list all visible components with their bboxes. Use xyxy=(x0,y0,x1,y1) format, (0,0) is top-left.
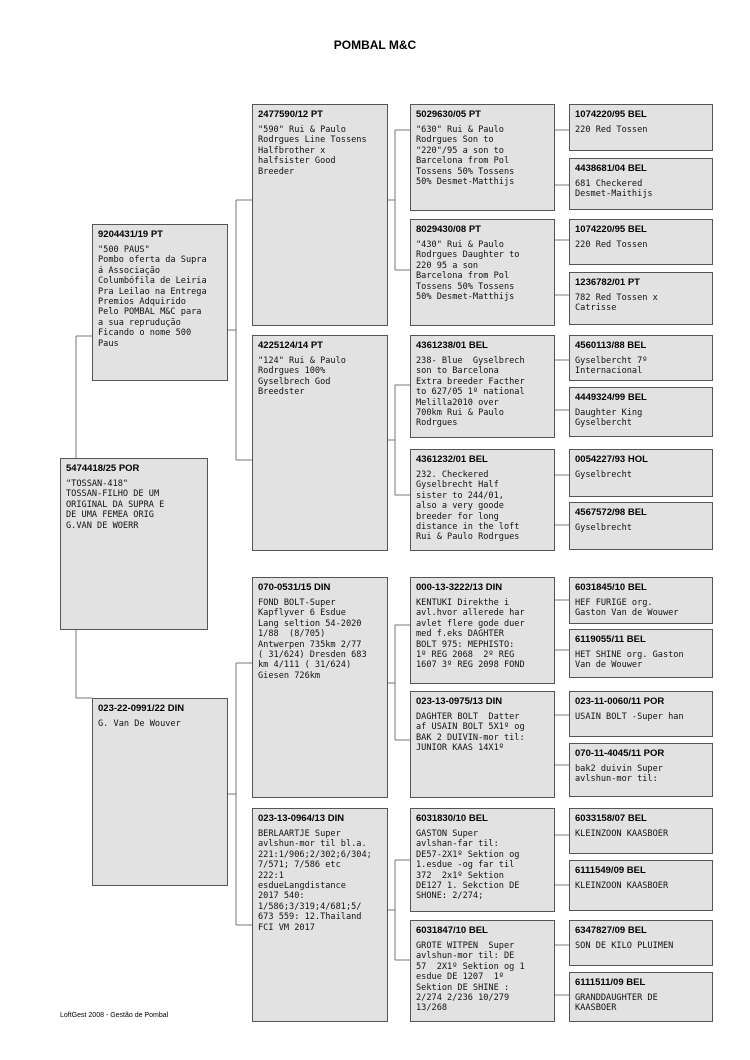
pedigree-box-subject[interactable] xyxy=(60,458,208,630)
pigeon-description: 220 Red Tossen xyxy=(575,240,648,250)
ring-number: 070-0531/15 DIN xyxy=(258,582,331,593)
ring-number: 023-22-0991/22 DIN xyxy=(98,703,185,714)
ring-number: 4361232/01 BEL xyxy=(416,454,488,465)
ring-number: 1074220/95 BEL xyxy=(575,224,647,235)
ring-number: 6031847/10 BEL xyxy=(416,925,488,936)
pedigree-box-g4-3[interactable] xyxy=(569,219,713,265)
pigeon-description: 220 Red Tossen xyxy=(575,125,648,135)
pigeon-description: G. Van De Wouver xyxy=(98,719,181,729)
ring-number: 6031830/10 BEL xyxy=(416,813,488,824)
ring-number: 0054227/93 HOL xyxy=(575,454,648,465)
ring-number: 6111511/09 BEL xyxy=(575,977,646,988)
pedigree-box-g4-11[interactable] xyxy=(569,691,713,737)
pigeon-description: 681 Checkered Desmet-Maithijs xyxy=(575,179,653,200)
pigeon-description: Gyselbrecht xyxy=(575,523,632,533)
ring-number: 5474418/25 POR xyxy=(66,463,140,474)
pigeon-description: "590" Rui & Paulo Rodrgues Line Tossens Halfbrother x halfsister Good Breeder xyxy=(258,125,367,177)
ring-number: 5029630/05 PT xyxy=(416,109,481,120)
pigeon-description: 782 Red Tossen x Catrisse xyxy=(575,293,658,314)
pedigree-box-g4-9[interactable] xyxy=(569,577,713,624)
pedigree-box-g4-1[interactable] xyxy=(569,104,713,151)
pigeon-description: GRANDDAUGHTER DE KAASBOER xyxy=(575,993,658,1014)
ring-number: 9204431/19 PT xyxy=(98,229,163,240)
pedigree-box-g4-13[interactable] xyxy=(569,808,713,854)
ring-number: 4438681/04 BEL xyxy=(575,163,647,174)
pigeon-description: KLEINZOON KAASBOER xyxy=(575,829,669,839)
pedigree-box-g4-7[interactable] xyxy=(569,449,713,497)
ring-number: 1074220/95 BEL xyxy=(575,109,647,120)
pigeon-description: 238- Blue Gyselbrech son to Barcelona Extra breeder Facther to 627/05 1º national Melilla2010 over 700km Rui & Paulo Rodrgues xyxy=(416,356,525,429)
pedigree-box-sdd[interactable] xyxy=(410,449,555,551)
pedigree-box-g4-16[interactable] xyxy=(569,972,713,1022)
ring-number: 8029430/08 PT xyxy=(416,224,481,235)
pigeon-description: HET SHINE org. Gaston Van de Wouwer xyxy=(575,650,684,671)
ring-number: 023-13-0964/13 DIN xyxy=(258,813,345,824)
pigeon-description: bak2 duivin Super avlshun-mor til: xyxy=(575,764,663,785)
pedigree-box-sd[interactable] xyxy=(252,335,388,551)
pigeon-description: "500 PAUS" Pombo oferta da Supra á Associação Columbófila de Leiria Pra Leilao na Entrega Premios Adquirido Pelo POMBAL M&C para a sua reprudução Ficando o nome 500 Paus xyxy=(98,245,207,349)
pedigree-box-ddd[interactable] xyxy=(410,920,555,1022)
ring-number: 4225124/14 PT xyxy=(258,340,323,351)
pigeon-description: BERLAARTJE Super avlshun-mor til bl.a. 221:1/906;2/302;6/304; 7/571; 7/586 etc 222:1 esdueLangdistance 2017 540: 1/586;3/319;4/681;5/ 673 559: 12.Thailand FCI VM 2017 xyxy=(258,829,372,933)
pigeon-description: "430" Rui & Paulo Rodrgues Daughter to 220 95 a son Barcelona from Pol Tossens 50% Tossens 50% Desmet-Matthijs xyxy=(416,240,520,303)
pedigree-box-sds[interactable] xyxy=(410,335,555,438)
ring-number: 4560113/88 BEL xyxy=(575,340,647,351)
pedigree-box-g4-6[interactable] xyxy=(569,387,713,437)
pigeon-description: "TOSSAN-418" TOSSAN-FILHO DE UM ORIGINAL DA SUPRA E DE UMA FEMEA ORIG G.VAN DE WOERR xyxy=(66,479,165,531)
pigeon-description: KENTUKI Direkthe i avl.hvor allerede har avlet flere gode duer med f.eks DAGHTER BOLT 975: MEPHISTO: 1º REG 2068 2º REG 1607 3º REG 2098 FOND xyxy=(416,598,525,671)
ring-number: 4361238/01 BEL xyxy=(416,340,488,351)
ring-number: 6033158/07 BEL xyxy=(575,813,647,824)
pigeon-description: "124" Rui & Paulo Rodrgues 100% Gyselbrech God Breedster xyxy=(258,356,346,398)
pedigree-box-g4-14[interactable] xyxy=(569,860,713,911)
pedigree-box-sire[interactable] xyxy=(92,224,228,381)
footer-text: LoftGest 2008 - Gestão de Pombal xyxy=(60,1012,169,1019)
pigeon-description: Daughter King Gyselbercht xyxy=(575,408,643,429)
ring-number: 023-11-0060/11 POR xyxy=(575,696,665,707)
pigeon-description: "630" Rui & Paulo Rodrgues Son to "220"/95 a son to Barcelona from Pol Tossens 50% Tossens 50% Desmet-Matthijs xyxy=(416,125,515,188)
pigeon-description: Gyselbercht 7º Internacional xyxy=(575,356,648,377)
pedigree-box-g4-2[interactable] xyxy=(569,158,713,210)
ring-number: 4449324/99 BEL xyxy=(575,392,647,403)
pigeon-description: 232. Checkered Gyselbrecht Half sister to 244/01, also a very goode breeder for long distance in the loft Rui & Paulo Rodrgues xyxy=(416,470,520,543)
pedigree-box-ds[interactable] xyxy=(252,577,388,798)
pedigree-box-dd[interactable] xyxy=(252,808,388,1022)
pedigree-box-g4-10[interactable] xyxy=(569,629,713,678)
ring-number: 023-13-0975/13 DIN xyxy=(416,696,503,707)
ring-number: 4567572/98 BEL xyxy=(575,507,647,518)
page-title: POMBAL M&C xyxy=(333,38,417,52)
pigeon-description: GASTON Super avlshan-far til: DE57-2X1º Sektion og 1.esdue -og far til 372 2x1º Sektion DE127 1. Sekction DE SHONE: 2/274; xyxy=(416,829,520,902)
pedigree-box-sss[interactable] xyxy=(410,104,555,211)
pedigree-box-dds[interactable] xyxy=(410,808,555,912)
ring-number: 070-11-4045/11 POR xyxy=(575,748,665,759)
ring-number: 1236782/01 PT xyxy=(575,277,640,288)
pigeon-description: SON DE KILO PLUIMEN xyxy=(575,941,674,951)
pedigree-box-ss[interactable] xyxy=(252,104,388,326)
pigeon-description: HEF FURIGE org. Gaston Van de Wouwer xyxy=(575,598,679,619)
pedigree-box-dss[interactable] xyxy=(410,577,555,684)
pigeon-description: GROTE WITPEN Super avlshun-mor til: DE 57 2X1º Sektion og 1 esdue DE 1207 1º Sektion DE SHINE : 2/274 2/236 10/279 13/268 xyxy=(416,941,525,1014)
pedigree-box-dam[interactable] xyxy=(92,698,228,886)
pedigree-box-g4-15[interactable] xyxy=(569,920,713,966)
pigeon-description: FOND BOLT-Super Kapflyver 6 Esdue Lang seltion 54-2020 1/88 (8/705) Antwerpen 735km 2/77 ( 31/624) Dresden 683 km 4/111 ( 31/624) Giesen 726km xyxy=(258,598,367,681)
pigeon-description: Gyselbrecht xyxy=(575,470,632,480)
ring-number: 6119055/11 BEL xyxy=(575,634,646,645)
pedigree-box-ssd[interactable] xyxy=(410,219,555,326)
ring-number: 6111549/09 BEL xyxy=(575,865,646,876)
ring-number: 6031845/10 BEL xyxy=(575,582,647,593)
ring-number: 2477590/12 PT xyxy=(258,109,323,120)
pigeon-description: USAIN BOLT -Super han xyxy=(575,712,684,722)
ring-number: 6347827/09 BEL xyxy=(575,925,647,936)
pedigree-box-dsd[interactable] xyxy=(410,691,555,798)
pedigree-box-g4-12[interactable] xyxy=(569,743,713,797)
pigeon-description: KLEINZOON KAASBOER xyxy=(575,881,669,891)
pedigree-box-g4-8[interactable] xyxy=(569,502,713,550)
pigeon-description: DAGHTER BOLT Datter af USAIN BOLT 5X1º og BAK 2 DUIVIN-mor til: JUNIOR KAAS 14X1º xyxy=(416,712,525,754)
ring-number: 000-13-3222/13 DIN xyxy=(416,582,503,593)
pedigree-box-g4-4[interactable] xyxy=(569,272,713,325)
pedigree-box-g4-5[interactable] xyxy=(569,335,713,381)
